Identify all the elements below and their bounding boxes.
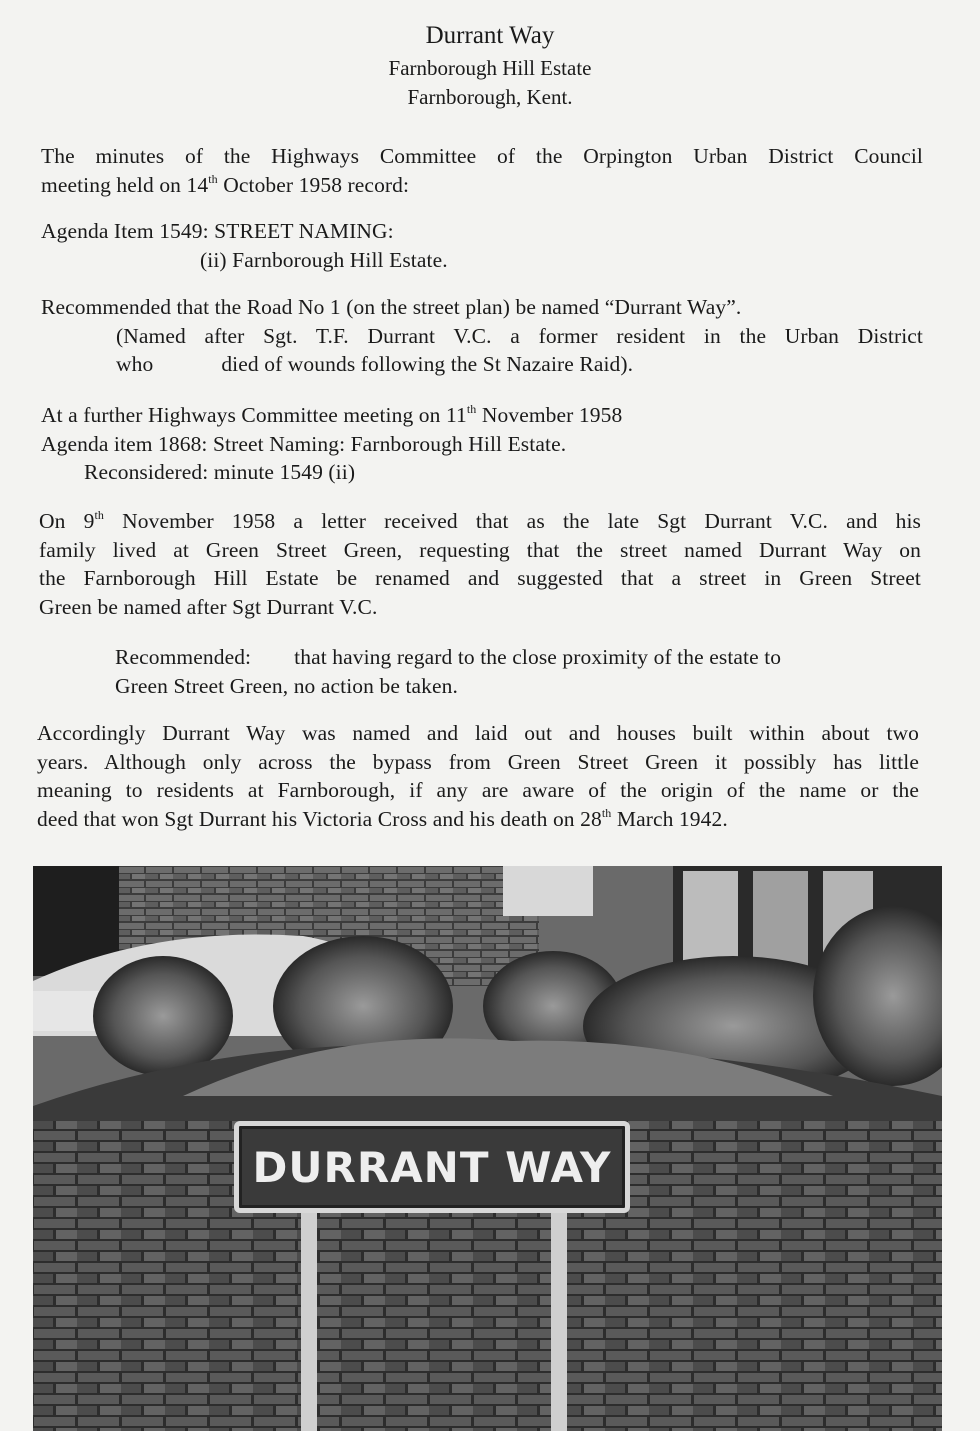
letter-line-3: the Farnborough Hill Estate be renamed and suggested that a street in Green Street xyxy=(39,566,921,590)
second-recommendation-line-1: Recommended: that having regard to the close proximity of the estate to xyxy=(115,645,782,669)
agenda-1549-line-2: (ii) Farnborough Hill Estate. xyxy=(200,247,448,272)
letter-line-1: On 9th November 1958 a letter received that as the late Sgt Durrant V.C. and his xyxy=(39,508,921,533)
letter-line-4: Green be named after Sgt Durrant V.C. xyxy=(39,594,378,619)
closing-line-1: Accordingly Durrant Way was named and laid out and houses built within about two xyxy=(37,721,919,745)
street-name-sign xyxy=(234,1121,630,1213)
street-sign-photo xyxy=(33,866,942,1431)
further-meeting-paragraph xyxy=(41,401,841,487)
letter-paragraph xyxy=(39,507,921,621)
further-line-3: Reconsidered: minute 1549 (ii) xyxy=(84,460,356,484)
further-line-1: At a further Highways Committee meeting on 11th November 1958 xyxy=(41,402,623,427)
closing-line-2: years. Although only across the bypass from Green Street Green it possibly has little xyxy=(37,749,919,774)
closing-line-4: deed that won Sgt Durrant his Victoria Cross and his death on 28th March 1942. xyxy=(37,805,728,831)
intro-line-1: The minutes of the Highways Committee of the Orpington Urban District Council xyxy=(41,144,923,168)
document-subtitle-location: Farnborough, Kent. xyxy=(407,85,573,109)
recommendation-line-3: who died of wounds following the St Nazaire Raid). xyxy=(116,352,634,376)
agenda-item-1549 xyxy=(41,217,741,274)
document-title: Durrant Way xyxy=(425,22,555,49)
second-recommendation-line-2: Green Street Green, no action be taken. xyxy=(115,673,458,698)
further-line-2: Agenda item 1868: Street Naming: Farnborough Hill Estate. xyxy=(41,431,567,456)
closing-line-3: meaning to residents at Farnborough, if any are aware of the origin of the name or the xyxy=(37,778,919,802)
document-subtitle-estate: Farnborough Hill Estate xyxy=(388,56,592,80)
intro-line-2: meeting held on 14th October 1958 record: xyxy=(41,171,410,197)
closing-paragraph xyxy=(37,719,919,833)
recommendation-line-1: Recommended that the Road No 1 (on the street plan) be named “Durrant Way”. xyxy=(41,295,742,319)
minutes-intro-paragraph xyxy=(41,142,923,199)
agenda-1549-line-1: Agenda Item 1549: STREET NAMING: xyxy=(41,219,394,243)
second-recommendation xyxy=(115,643,920,700)
sign-text: DURRANT WAY xyxy=(252,1142,612,1192)
recommendation-line-2: (Named after Sgt. T.F. Durrant V.C. a former resident in the Urban District xyxy=(116,323,923,348)
recommendation-durrant-way xyxy=(41,293,923,379)
letter-line-2: family lived at Green Street Green, requesting that the street named Durrant Way on xyxy=(39,537,921,562)
